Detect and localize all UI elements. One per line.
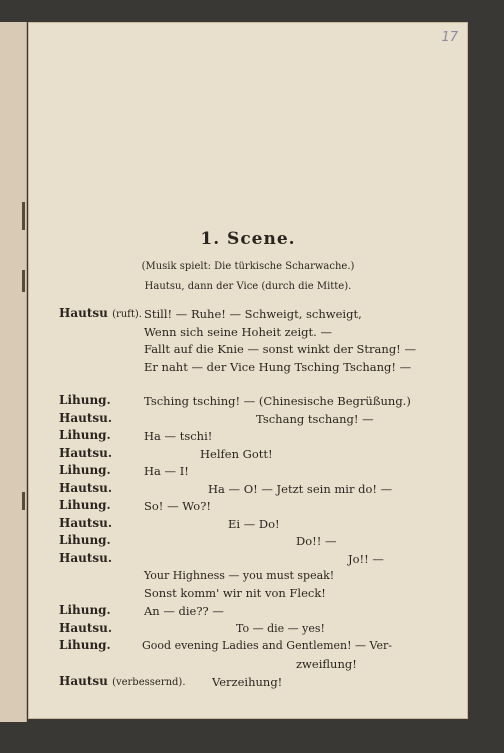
dialogue-line: Ha — I! <box>144 464 189 478</box>
dialogue-line: Wenn sich seine Hoheit zeigt. — <box>144 325 332 339</box>
dialogue-line: Do!! — <box>296 534 337 548</box>
dialogue-line: So! — Wo?! <box>144 499 211 513</box>
speaker-lihung: Lihung. <box>59 603 111 617</box>
dialogue-line: Tsching tsching! — (Chinesische Begrüßung.) <box>144 394 411 408</box>
dialogue-line: Jo!! — <box>348 552 384 566</box>
speaker-lihung: Lihung. <box>59 428 111 442</box>
page-edge-mark <box>22 270 25 292</box>
speaker-hautsu <box>59 306 142 320</box>
speaker-hautsu: Hautsu. <box>59 621 113 635</box>
speaker-lihung: Lihung. <box>59 533 111 547</box>
speaker-label: Hautsu <box>59 306 108 320</box>
speaker-hautsu: Hautsu. <box>59 411 113 425</box>
speaker-lihung: Lihung. <box>59 463 111 477</box>
stage-direction-entrance: Hautsu, dann der Vice (durch die Mitte). <box>144 281 352 292</box>
speaker-note: (ruft). <box>112 309 142 320</box>
speaker-hautsu: Hautsu. <box>59 446 113 460</box>
page-edge-mark <box>22 492 25 510</box>
speaker-lihung: Lihung. <box>59 638 111 652</box>
dialogue-line: zweiflung! <box>296 657 357 671</box>
dialogue-line: Verzeihung! <box>212 675 283 689</box>
dialogue-line-english: Good evening Ladies and Gentlemen! — Ver- <box>142 639 392 652</box>
speaker-label: Hautsu <box>59 674 108 688</box>
speaker-note: (verbessernd). <box>112 677 186 688</box>
left-page-edge <box>0 22 27 722</box>
dialogue-line: Helfen Gott! <box>200 447 273 461</box>
dialogue-line: Ha — tschi! <box>144 429 213 443</box>
dialogue-line: Ei — Do! <box>228 517 280 531</box>
dialogue-line-english: Your Highness — you must speak! <box>144 569 335 582</box>
dialogue-line: Fallt auf die Knie — sonst winkt der Strang! — <box>144 342 416 356</box>
speaker-lihung: Lihung. <box>59 393 111 407</box>
dialogue-line: Sonst komm' wir nit von Fleck! <box>144 586 326 600</box>
dialogue-line: Still! — Ruhe! — Schweigt, schweigt, <box>144 307 362 321</box>
dialogue-line: An — die?? — <box>144 604 224 618</box>
dialogue-line: Tschang tschang! — <box>256 412 374 426</box>
dialogue-line: Ha — O! — Jetzt sein mir do! — <box>208 482 393 496</box>
speaker-hautsu <box>59 674 186 688</box>
speaker-hautsu: Hautsu. <box>59 516 113 530</box>
speaker-lihung: Lihung. <box>59 498 111 512</box>
scene-title: 1. Scene. <box>200 229 296 249</box>
page-number: 17 <box>441 30 458 45</box>
dialogue-line-english: To — die — yes! <box>236 622 325 635</box>
speaker-hautsu: Hautsu. <box>59 551 113 565</box>
speaker-hautsu: Hautsu. <box>59 481 113 495</box>
stage-direction-music: (Musik spielt: Die türkische Scharwache.) <box>141 261 355 272</box>
page-edge-mark <box>22 202 25 230</box>
book-page <box>28 22 468 719</box>
dialogue-line: Er naht — der Vice Hung Tsching Tschang! — <box>144 360 412 374</box>
